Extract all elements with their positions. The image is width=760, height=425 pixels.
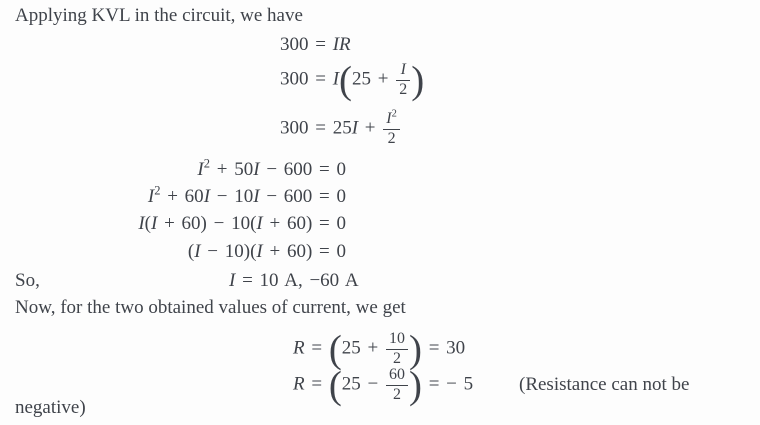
equation-resistance-positive: R = (25 + $\frac{10}{2}$ ) = 30 <box>293 328 466 372</box>
equation-factored-full: (I − 10)(I + 60) = 0 <box>187 241 346 262</box>
resistance-note: (Resistance can not be <box>519 374 690 395</box>
equation-kvl-substituted: 300 = I(25 + $\frac{I}{2}$ ) <box>280 59 425 103</box>
equation-kvl-expanded: 300 = 25I + $\frac{I^2}{2}$ <box>280 111 401 148</box>
equation-quadratic: $I^2 + 50I - 600 = 0$ <box>197 156 346 180</box>
equation-kvl-ohms-law: 300 = IR <box>280 34 351 55</box>
intro-text: Applying KVL in the circuit, we have <box>15 5 303 26</box>
equation-current-values: I = 10 A, −60 A <box>229 270 359 291</box>
so-label: So, <box>15 270 40 291</box>
negative-text: negative) <box>15 397 86 418</box>
equation-factored-partial: I(I + 60) − 10(I + 60) = 0 <box>138 213 346 234</box>
equation-resistance-negative: R = (25 − $\frac{60}{2}$ ) = − 5 <box>293 364 474 408</box>
equation-quadratic-split: $I^2 + 60I - 10I - 600 = 0$ <box>147 183 346 207</box>
now-text: Now, for the two obtained values of current, we get <box>15 297 406 318</box>
